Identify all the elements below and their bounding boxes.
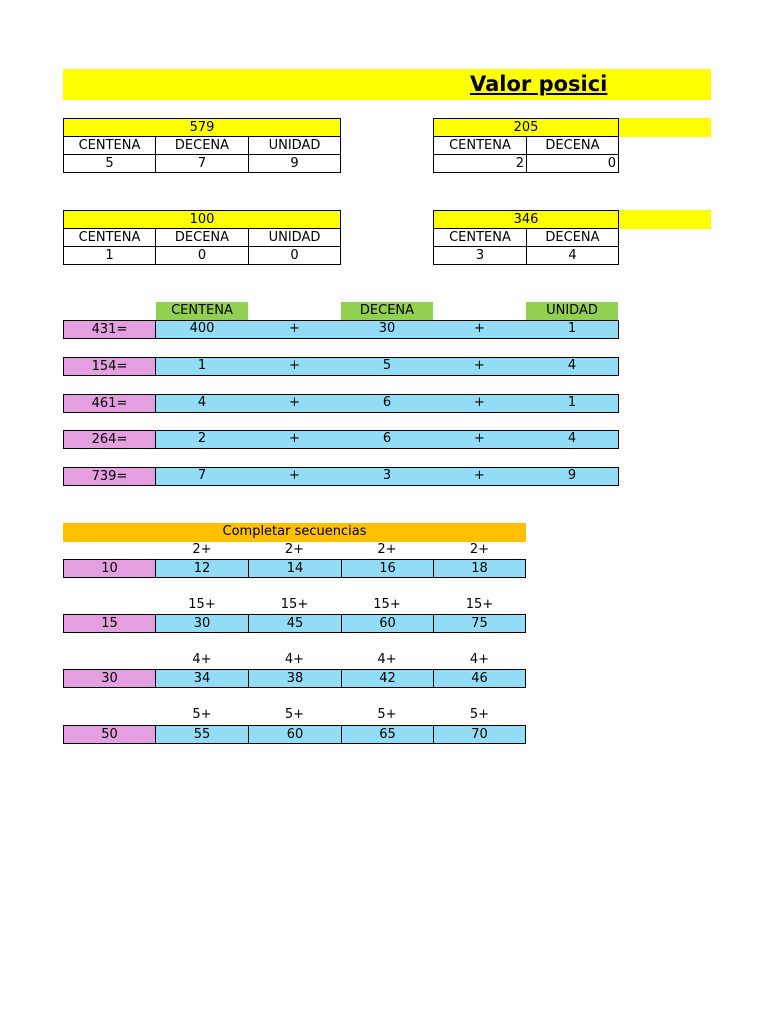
- plus-sign: +: [289, 395, 300, 410]
- sequence-value: 60: [248, 725, 342, 744]
- decomposition-value: 5: [382, 358, 392, 373]
- place-box-header: DECENA: [526, 228, 619, 247]
- place-box-header: CENTENA: [63, 228, 156, 247]
- decomposition-value: 1: [567, 321, 577, 336]
- sequence-step: 15+: [373, 597, 401, 612]
- decomposition-label: 154=: [63, 357, 156, 376]
- decomposition-value: 6: [382, 395, 392, 410]
- plus-sign: +: [474, 321, 485, 336]
- plus-sign: +: [289, 321, 300, 336]
- decomposition-label: 739=: [63, 467, 156, 486]
- decomposition-value: 7: [197, 468, 207, 483]
- decomposition-value: 4: [567, 431, 577, 446]
- sequence-value: 16: [341, 559, 434, 578]
- decomposition-header-decena: DECENA: [341, 302, 433, 321]
- place-box-header: UNIDAD: [248, 228, 341, 247]
- place-box-header: UNIDAD: [248, 136, 341, 155]
- sequence-step: 2+: [192, 542, 212, 557]
- plus-sign: +: [474, 431, 485, 446]
- plus-sign: +: [474, 468, 485, 483]
- place-box-digit: 4: [526, 246, 619, 265]
- sequence-step: 4+: [469, 652, 490, 667]
- sequence-step: 4+: [192, 652, 212, 667]
- sequence-value: 14: [248, 559, 342, 578]
- place-box-digit: 0: [526, 154, 619, 173]
- sequence-step: 5+: [284, 707, 305, 722]
- sequence-start: 30: [63, 669, 156, 688]
- sequence-start: 50: [63, 725, 156, 744]
- sequence-value: 60: [341, 614, 434, 633]
- plus-sign: +: [474, 395, 485, 410]
- sequence-step: 5+: [377, 707, 397, 722]
- page-title: Valor posici: [470, 72, 608, 96]
- place-box-fill: [619, 210, 711, 229]
- place-box-digit: 0: [248, 246, 341, 265]
- place-box-header: DECENA: [526, 136, 619, 155]
- decomposition-value: 4: [567, 358, 577, 373]
- place-box-digit: 0: [155, 246, 249, 265]
- sequence-value: 12: [155, 559, 249, 578]
- plus-sign: +: [289, 431, 300, 446]
- sequence-value: 18: [433, 559, 526, 578]
- sequence-value: 30: [155, 614, 249, 633]
- place-box-number: 205: [433, 118, 619, 137]
- place-box-digit: 5: [63, 154, 156, 173]
- place-box-number: 579: [63, 118, 341, 137]
- place-box-digit: 7: [155, 154, 249, 173]
- plus-sign: +: [289, 468, 300, 483]
- decomposition-label: 264=: [63, 430, 156, 449]
- sequence-value: 42: [341, 669, 434, 688]
- place-box-number: 346: [433, 210, 619, 229]
- sequence-step: 15+: [280, 597, 309, 612]
- decomposition-value: 400: [189, 321, 215, 336]
- sequences-title: Completar secuencias: [63, 523, 526, 542]
- place-box-digit: 1: [63, 246, 156, 265]
- place-box-header: DECENA: [155, 136, 249, 155]
- decomposition-header-centena: CENTENA: [156, 302, 248, 321]
- sequence-value: 75: [433, 614, 526, 633]
- sequence-value: 45: [248, 614, 342, 633]
- place-box-header: CENTENA: [63, 136, 156, 155]
- place-box-digit: 3: [433, 246, 527, 265]
- sequence-value: 65: [341, 725, 434, 744]
- place-box-header: CENTENA: [433, 136, 527, 155]
- sequence-step: 2+: [284, 542, 305, 557]
- sequence-step: 5+: [469, 707, 490, 722]
- place-box-header: CENTENA: [433, 228, 527, 247]
- decomposition-value: 1: [197, 358, 207, 373]
- sequence-step: 2+: [469, 542, 490, 557]
- decomposition-value: 4: [197, 395, 207, 410]
- sequence-value: 55: [155, 725, 249, 744]
- sequence-step: 15+: [188, 597, 216, 612]
- sequence-value: 70: [433, 725, 526, 744]
- decomposition-label: 461=: [63, 394, 156, 413]
- plus-sign: +: [289, 358, 300, 373]
- decomposition-value: 2: [197, 431, 207, 446]
- sequence-value: 46: [433, 669, 526, 688]
- decomposition-value: 30: [378, 321, 396, 336]
- place-box-digit: 2: [433, 154, 527, 173]
- sequence-step: 2+: [377, 542, 397, 557]
- decomposition-value: 9: [567, 468, 577, 483]
- sequence-start: 10: [63, 559, 156, 578]
- decomposition-header-unidad: UNIDAD: [526, 302, 618, 321]
- place-box-header: DECENA: [155, 228, 249, 247]
- decomposition-value: 6: [382, 431, 392, 446]
- place-box-number: 100: [63, 210, 341, 229]
- decomposition-value: 3: [382, 468, 392, 483]
- sequence-step: 4+: [284, 652, 305, 667]
- sequence-value: 34: [155, 669, 249, 688]
- sequence-step: 4+: [377, 652, 397, 667]
- place-box-digit: 9: [248, 154, 341, 173]
- plus-sign: +: [474, 358, 485, 373]
- decomposition-label: 431=: [63, 320, 156, 339]
- sequence-step: 5+: [192, 707, 212, 722]
- sequence-start: 15: [63, 614, 156, 633]
- decomposition-value: 1: [567, 395, 577, 410]
- sequence-value: 38: [248, 669, 342, 688]
- place-box-fill: [619, 118, 711, 137]
- sequence-step: 15+: [465, 597, 494, 612]
